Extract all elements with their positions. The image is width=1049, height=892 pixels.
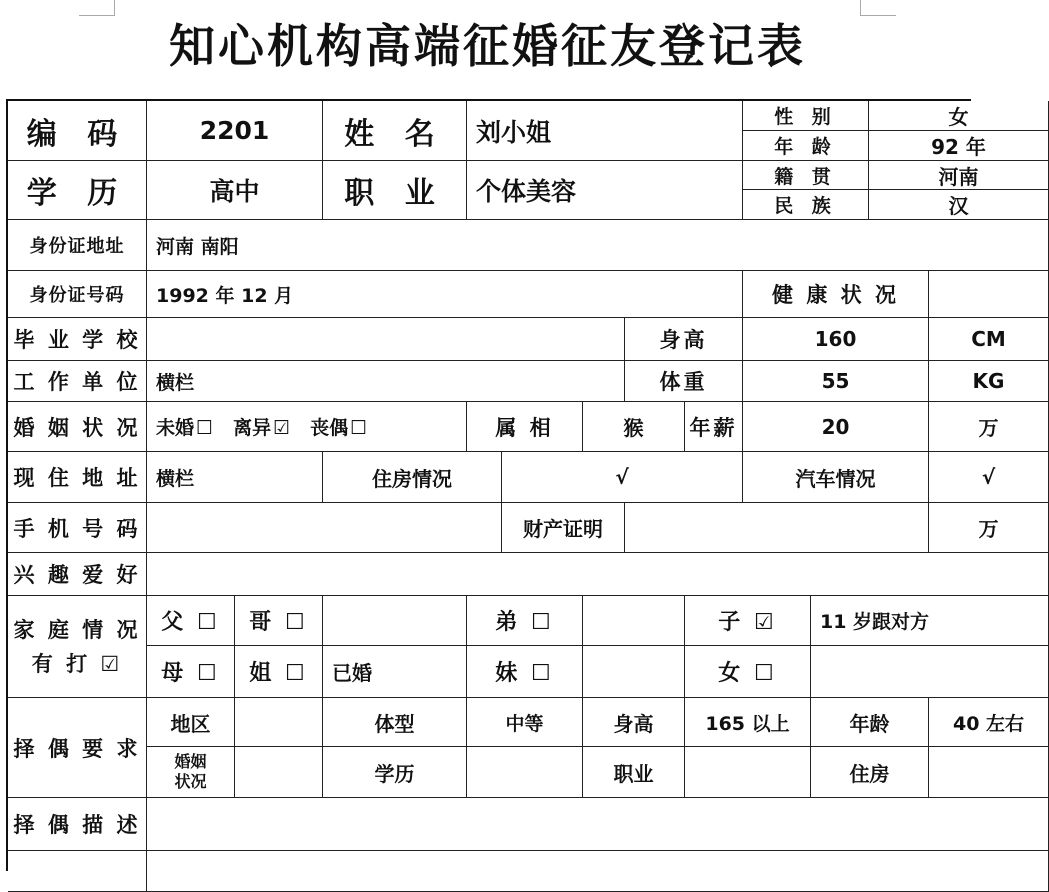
school-value[interactable]: [147, 318, 625, 361]
trailing-row-value[interactable]: [147, 851, 1049, 892]
employer-value[interactable]: 横栏: [147, 361, 625, 402]
req-age-value[interactable]: 40 左右: [929, 698, 1049, 747]
zodiac-value[interactable]: 猴: [583, 402, 685, 452]
marital-status-options: [147, 402, 467, 452]
family-younger-sister-note[interactable]: [583, 646, 685, 698]
height-value[interactable]: 160: [743, 318, 929, 361]
family-daughter-note[interactable]: [811, 646, 1049, 698]
ethnicity-value[interactable]: 汉: [869, 190, 1049, 220]
family-older-brother[interactable]: 哥 ☐: [235, 596, 323, 646]
form-title: 知心机构高端征婚征友登记表: [169, 19, 806, 73]
requirements-label: 择 偶 要 求: [8, 698, 147, 798]
family-daughter[interactable]: 女 ☐: [685, 646, 811, 698]
family-label: [8, 596, 147, 698]
crop-mark-top-left: [79, 0, 115, 16]
ethnicity-label: 民 族: [743, 190, 869, 220]
id-number-value[interactable]: 1992 年 12 月: [147, 271, 743, 318]
family-younger-sister[interactable]: 妹 ☐: [467, 646, 583, 698]
housing-check-icon[interactable]: √: [502, 452, 743, 503]
id-number-label: 身份证号码: [8, 271, 147, 318]
family-father[interactable]: 父 ☐: [147, 596, 235, 646]
employer-label: 工 作 单 位: [8, 361, 147, 402]
req-occupation-value[interactable]: [685, 747, 811, 798]
req-region-value[interactable]: [235, 698, 323, 747]
height-label: 身高: [625, 318, 743, 361]
marital-option-widowed[interactable]: 丧偶 ☐: [310, 417, 368, 439]
description-label: 择 偶 描 述: [8, 798, 147, 851]
name-label: 姓 名: [323, 101, 467, 161]
family-older-sister[interactable]: 姐 ☐: [235, 646, 323, 698]
zodiac-label: 属 相: [467, 402, 583, 452]
req-marital-value[interactable]: [235, 747, 323, 798]
checkbox-unchecked-icon[interactable]: ☐: [196, 417, 214, 439]
code-label: 编 码: [8, 101, 147, 161]
req-housing-value[interactable]: [929, 747, 1049, 798]
id-address-value[interactable]: 河南 南阳: [147, 220, 1049, 271]
req-occupation-label: 职业: [583, 747, 685, 798]
family-younger-brother-note[interactable]: [583, 596, 685, 646]
id-address-label: 身份证地址: [8, 220, 147, 271]
req-height-value[interactable]: 165 以上: [685, 698, 811, 747]
family-older-brother-note[interactable]: [323, 596, 467, 646]
occupation-value[interactable]: 个体美容: [467, 161, 743, 220]
salary-label: 年薪: [685, 402, 743, 452]
checkbox-unchecked-icon[interactable]: ☐: [350, 417, 368, 439]
family-label-line1: 家 庭 情 况: [13, 617, 141, 642]
family-son-note[interactable]: 11 岁跟对方: [811, 596, 1049, 646]
req-height-label: 身高: [583, 698, 685, 747]
req-body-label: 体型: [323, 698, 467, 747]
req-region-label: 地区: [147, 698, 235, 747]
health-label: 健 康 状 况: [743, 271, 929, 318]
req-education-label: 学历: [323, 747, 467, 798]
school-label: 毕 业 学 校: [8, 318, 147, 361]
family-son[interactable]: 子 ☑: [685, 596, 811, 646]
occupation-label: 职 业: [323, 161, 467, 220]
origin-value[interactable]: 河南: [869, 161, 1049, 190]
family-younger-brother[interactable]: 弟 ☐: [467, 596, 583, 646]
marital-option-divorced[interactable]: 离异 ☑: [233, 417, 291, 439]
car-label: 汽车情况: [743, 452, 929, 503]
property-value[interactable]: [625, 503, 929, 553]
residence-label: 现 住 地 址: [8, 452, 147, 503]
housing-label: 住房情况: [323, 452, 502, 503]
family-older-sister-note[interactable]: 已婚: [323, 646, 467, 698]
crop-mark-top-right: [860, 0, 896, 16]
origin-label: 籍 贯: [743, 161, 869, 190]
code-value[interactable]: 2201: [147, 101, 323, 161]
phone-value[interactable]: [147, 503, 502, 553]
gender-label: 性 别: [743, 101, 869, 131]
trailing-row-label: [8, 851, 147, 892]
req-education-value[interactable]: [467, 747, 583, 798]
education-value[interactable]: 高中: [147, 161, 323, 220]
req-body-value[interactable]: 中等: [467, 698, 583, 747]
family-mother[interactable]: 母 ☐: [147, 646, 235, 698]
phone-label: 手 机 号 码: [8, 503, 147, 553]
marital-status-label: 婚 姻 状 况: [8, 402, 147, 452]
health-value[interactable]: [929, 271, 1049, 318]
registration-form-table: [6, 99, 1025, 871]
checkbox-checked-icon[interactable]: ☑: [273, 417, 291, 439]
age-value[interactable]: 92 年: [869, 131, 1049, 161]
description-value[interactable]: [147, 798, 1049, 851]
education-label: 学 历: [8, 161, 147, 220]
hobby-label: 兴 趣 爱 好: [8, 553, 147, 596]
marital-option-single[interactable]: 未婚 ☐: [156, 417, 214, 439]
property-label: 财产证明: [502, 503, 625, 553]
gender-value[interactable]: 女: [869, 101, 1049, 131]
salary-unit: 万: [929, 402, 1049, 452]
family-label-line2: 有 打 ☑: [31, 651, 123, 676]
name-value[interactable]: 刘小姐: [467, 101, 743, 161]
weight-label: 体重: [625, 361, 743, 402]
residence-value[interactable]: 横栏: [147, 452, 323, 503]
height-unit: CM: [929, 318, 1049, 361]
hobby-value[interactable]: [147, 553, 1049, 596]
weight-value[interactable]: 55: [743, 361, 929, 402]
car-check-icon[interactable]: √: [929, 452, 1049, 503]
weight-unit: KG: [929, 361, 1049, 402]
req-housing-label: 住房: [811, 747, 929, 798]
property-unit: 万: [929, 503, 1049, 553]
checkbox-checked-icon[interactable]: ☑: [100, 651, 123, 676]
req-marital-label: 婚姻 状况: [147, 747, 235, 798]
salary-value[interactable]: 20: [743, 402, 929, 452]
req-age-label: 年龄: [811, 698, 929, 747]
age-label: 年 龄: [743, 131, 869, 161]
